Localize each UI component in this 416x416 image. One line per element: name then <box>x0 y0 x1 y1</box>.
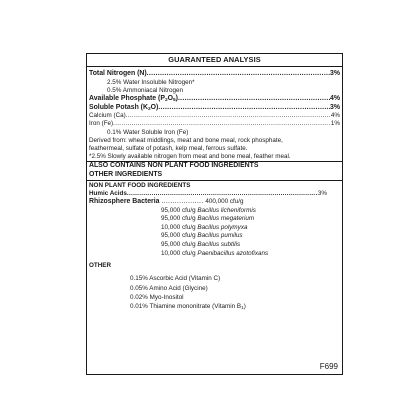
potash-label: Soluble Potash $(K_2O)$ <box>89 103 159 112</box>
other-item: 0.02% Myo-Inositol <box>130 293 184 301</box>
bacteria-item <box>87 224 342 233</box>
thiamine-item: 0.01% Thiamine mononitrate (Vitamin $B_1$) <box>130 303 246 312</box>
iron-row <box>87 120 342 128</box>
other-item: 0.05% Amino Acid (Glycine) <box>130 284 208 292</box>
bacteria-name: Bacillus licheniformis <box>197 206 256 214</box>
other-heading: OTHER <box>89 262 112 270</box>
ammoniacal-nitrogen: 0.5% Ammoniacal Nitrogen <box>107 86 183 94</box>
bacteria-name: Bacillus polymyxa <box>197 223 248 231</box>
bacteria-name: Paenibacillus azotofixans <box>197 249 269 257</box>
nitrogen-footnote: *2.5% Slowly available nitrogen from meat and bone meal, feather meal. <box>89 153 291 161</box>
humic-acids-row <box>87 190 327 198</box>
product-code: F699 <box>319 362 338 371</box>
potash-row <box>87 104 342 113</box>
phosphate-row <box>87 95 342 104</box>
iron-value: 1% <box>330 120 340 128</box>
other-list <box>87 270 342 302</box>
rhizosphere-row <box>87 198 342 207</box>
bacteria-name: Bacillus subtilis <box>197 240 241 248</box>
bacteria-name: Bacillus pumilus <box>197 232 243 240</box>
leader-dots <box>147 70 330 79</box>
leader-dots <box>113 120 331 128</box>
phosphate-value: 4% <box>330 95 340 102</box>
nitrogen-row <box>87 70 342 79</box>
leader-dots <box>158 104 330 113</box>
nitrogen-value: 3% <box>330 70 340 77</box>
rhizosphere-label: Rhizosphere Bacteria <box>89 198 160 205</box>
guaranteed-analysis-label <box>86 53 343 375</box>
water-soluble-iron: 0.1% Water Soluble Iron (Fe) <box>107 128 189 136</box>
phosphate-label: Available Phosphate $(P_2O_5)$ <box>89 95 178 103</box>
bacteria-item <box>87 241 342 250</box>
non-plant-food-heading: NON PLANT FOOD INGREDIENTS <box>89 181 191 189</box>
bacteria-amount: 95,000 cfu/g <box>161 206 196 214</box>
calcium-value: 4% <box>330 112 340 120</box>
also-contains-heading: ALSO CONTAINS NON PLANT FOOD INGREDIENTS <box>89 162 259 170</box>
bacteria-name: Bacillus megaterium <box>197 215 255 223</box>
derived-from-line-2: feathermeal, sulfate of potash, kelp meal, ferrous sulfate. <box>89 145 248 152</box>
leader-dots <box>178 95 330 104</box>
leader-dots: ................... <box>161 198 204 205</box>
water-insoluble-nitrogen: 2.5% Water Insoluble Nitrogen* <box>107 78 195 86</box>
humic-acids-label: Humic Acids <box>89 189 127 197</box>
rhizosphere-value: 400,000 cfu/g <box>205 198 244 205</box>
iron-label: Iron (Fe) <box>89 120 114 128</box>
calcium-row <box>87 112 342 120</box>
bacteria-item <box>87 215 342 224</box>
other-item: 0.15% Ascorbic Acid (Vitamin C) <box>130 275 221 283</box>
humic-acids-value: 3% <box>317 189 327 197</box>
bacteria-list <box>87 207 342 259</box>
derived-from-line-1: Derived from: wheat middlings, meat and bone meal, rock phosphate, <box>89 136 283 144</box>
potash-value: 3% <box>330 103 340 111</box>
other-ingredients-heading: OTHER INGREDIENTS <box>89 171 163 178</box>
bacteria-item <box>87 250 342 259</box>
leader-dots <box>127 190 318 198</box>
bacteria-amount: 95,000 cfu/g <box>161 240 196 248</box>
bacteria-item <box>87 207 342 216</box>
bacteria-amount: 95,000 cfu/g <box>161 215 196 223</box>
calcium-label: Calcium (Ca) <box>89 112 126 120</box>
nitrogen-label: Total Nitrogen (N) <box>89 70 147 77</box>
bacteria-item <box>87 232 342 241</box>
label-header: GUARANTEED ANALYSIS <box>87 54 342 67</box>
bacteria-amount: 95,000 cfu/g <box>161 232 196 240</box>
bacteria-amount: 10,000 cfu/g <box>161 249 196 257</box>
leader-dots <box>126 112 331 120</box>
bacteria-amount: 10,000 cfu/g <box>161 223 196 231</box>
